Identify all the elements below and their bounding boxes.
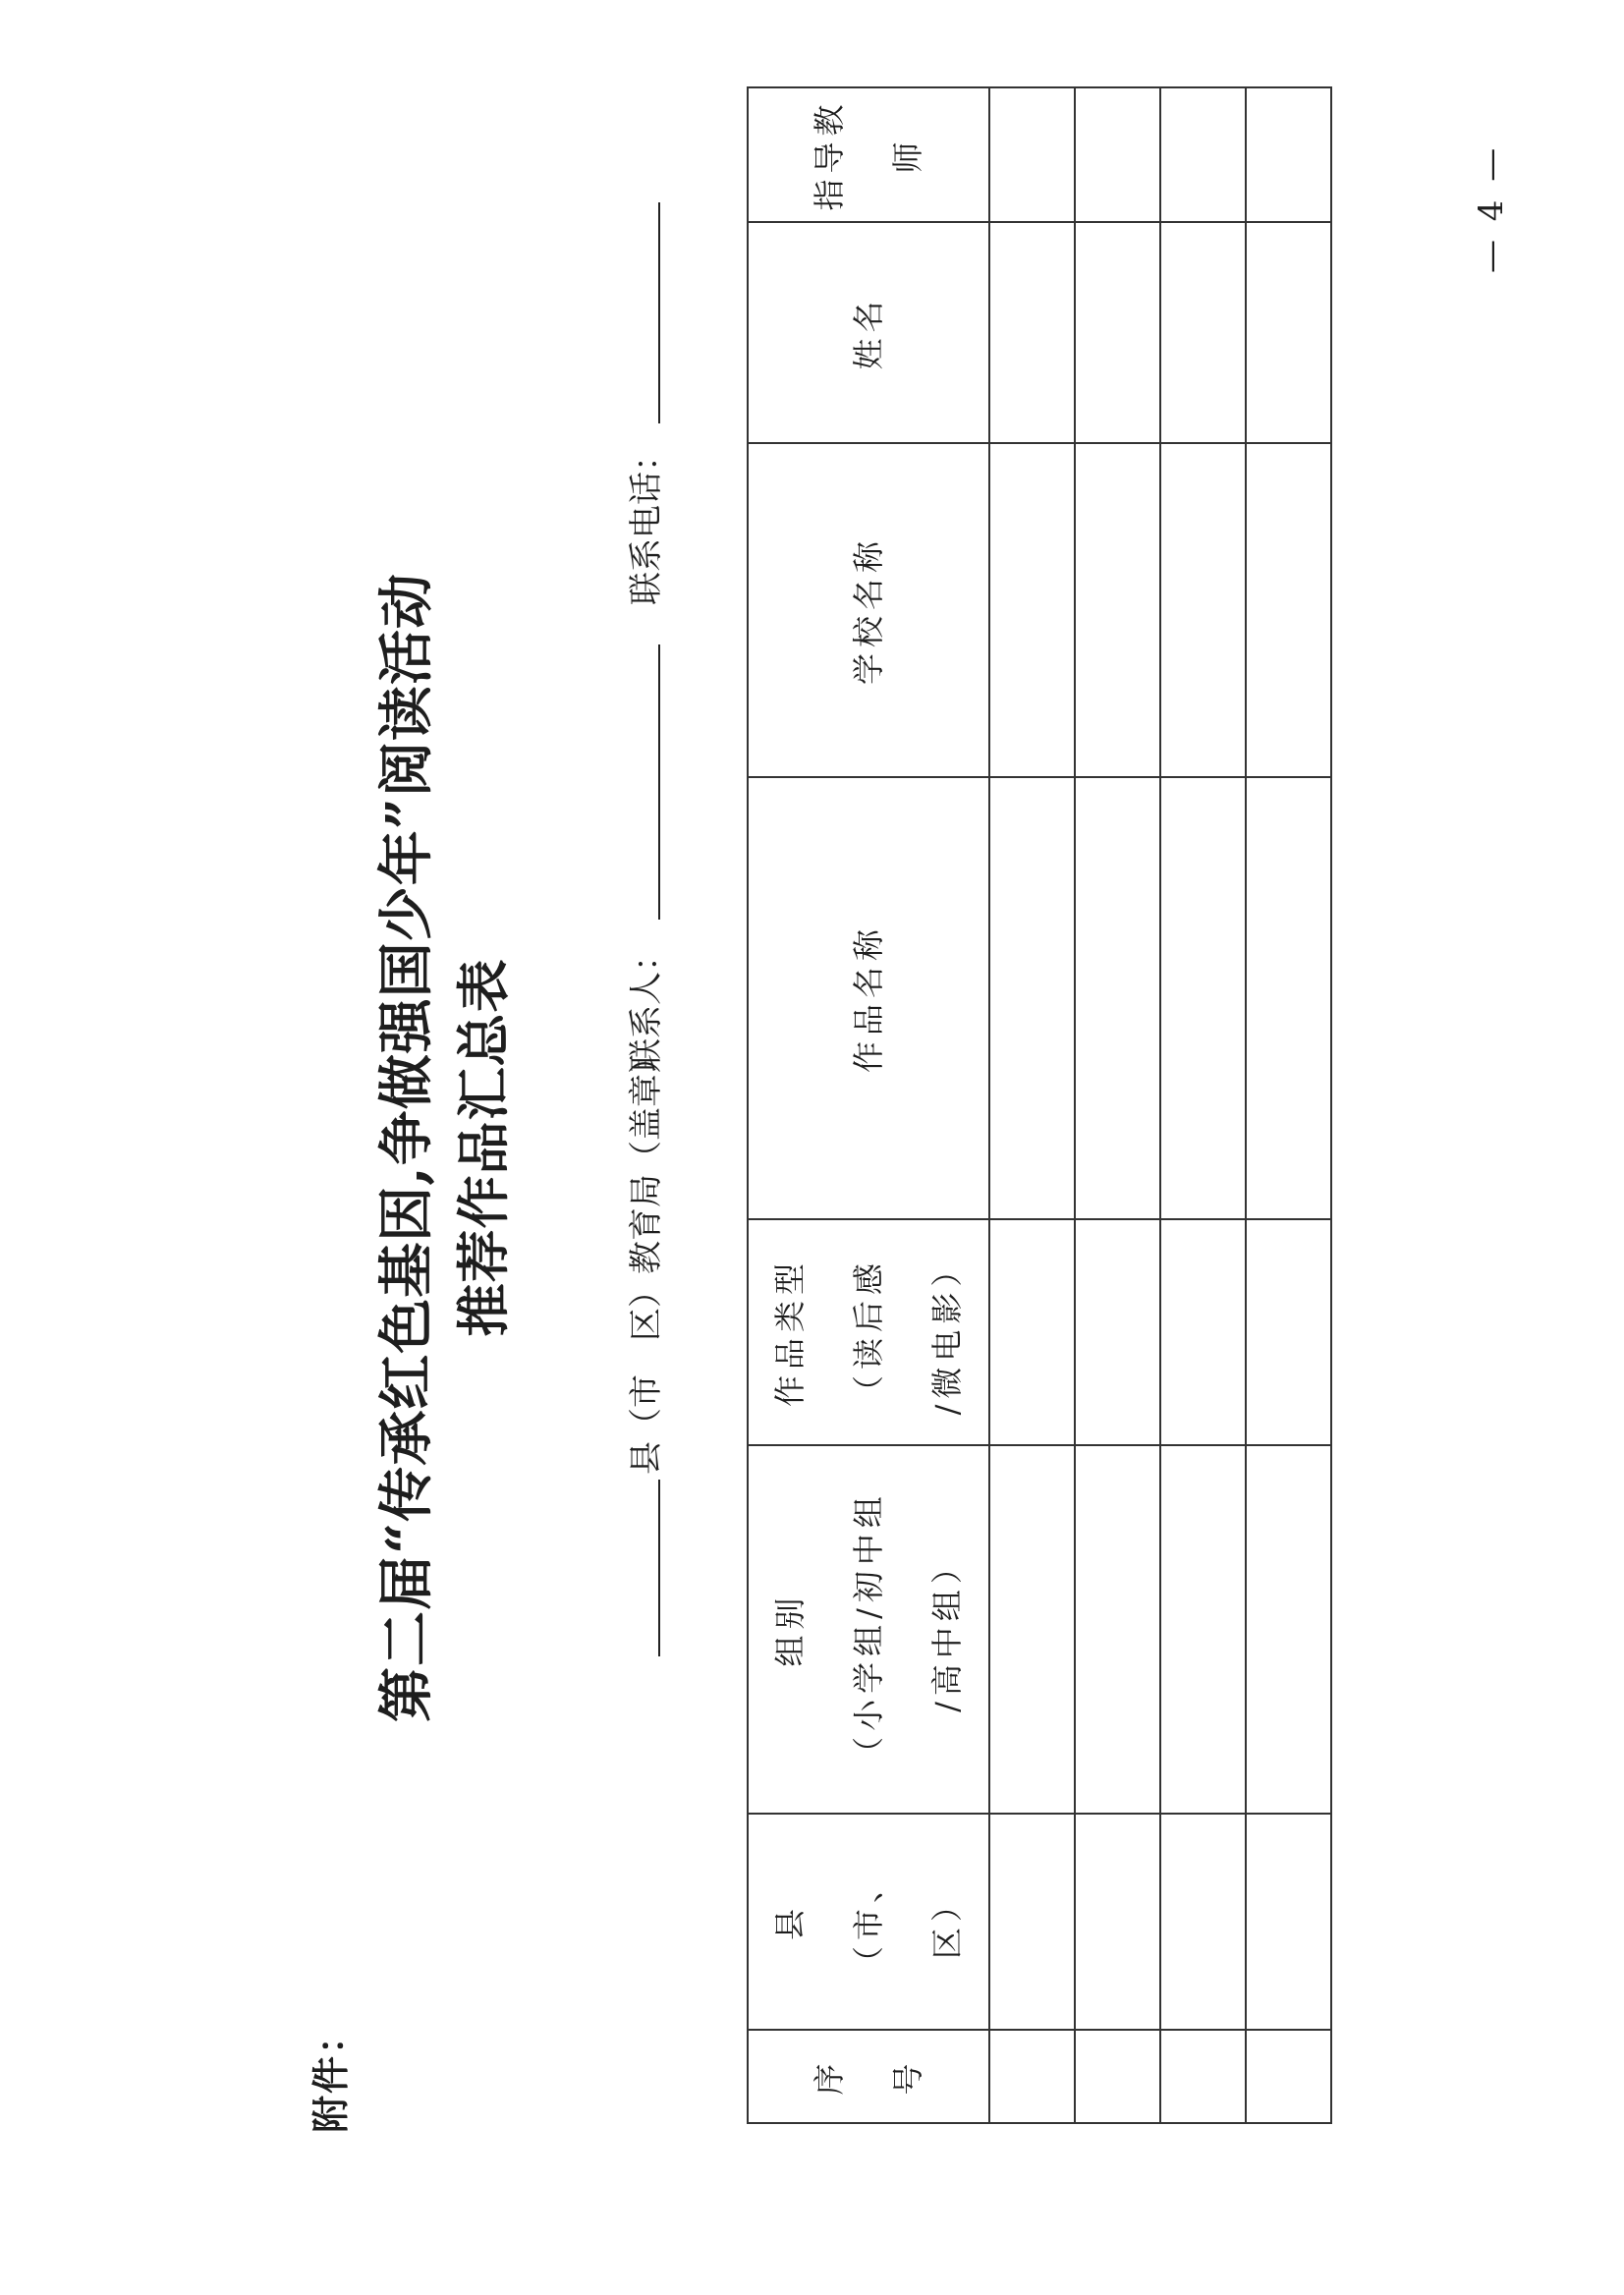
table-cell[interactable] — [989, 1814, 1075, 2030]
column-header-line: 县 — [771, 1903, 809, 1941]
table-cell[interactable] — [1075, 1219, 1160, 1445]
table-row — [989, 87, 1075, 2123]
contact-row — [619, 0, 666, 2295]
table-cell[interactable] — [1246, 777, 1331, 1219]
column-header-line: /高中组） — [928, 1546, 966, 1712]
table-cell[interactable] — [1160, 222, 1246, 443]
column-header-line: （读后感 — [850, 1258, 887, 1408]
table-row — [1075, 87, 1160, 2123]
table-cell[interactable] — [989, 1219, 1075, 1445]
column-header-line: 作品名称 — [850, 924, 887, 1074]
column-header-line: 姓名 — [850, 295, 887, 370]
document-title-line1: 第二届“传承红色基因,争做强国少年”阅读活动 — [374, 573, 439, 1722]
table-cell[interactable] — [989, 222, 1075, 443]
table-cell[interactable] — [1160, 1219, 1246, 1445]
table-row — [1246, 87, 1331, 2123]
county-label: 县（市 区）教育局（盖章） — [627, 1040, 666, 1475]
column-header — [748, 777, 989, 1219]
contact-person-label: 联系人： — [627, 938, 666, 1072]
table-body — [989, 87, 1331, 2123]
column-header-line: 区） — [928, 1884, 966, 1960]
county-blank — [658, 1480, 660, 1656]
table-cell[interactable] — [1246, 1445, 1331, 1814]
column-header-line: 作品类型 — [771, 1258, 809, 1408]
header-row — [748, 87, 989, 2123]
table-cell[interactable] — [1160, 443, 1246, 777]
phone-blank — [658, 202, 660, 423]
table-cell[interactable] — [989, 1445, 1075, 1814]
column-header — [748, 1219, 989, 1445]
table-cell[interactable] — [1246, 1814, 1331, 2030]
column-header-line: 指导教师 — [811, 98, 926, 211]
table-cell[interactable] — [1075, 777, 1160, 1219]
table-cell[interactable] — [1160, 777, 1246, 1219]
column-header-line: （小学组/初中组 — [850, 1490, 887, 1768]
table-cell[interactable] — [1075, 222, 1160, 443]
column-header-line: 号 — [889, 2057, 926, 2096]
table-cell[interactable] — [1246, 222, 1331, 443]
column-header — [748, 443, 989, 777]
table-cell[interactable] — [989, 777, 1075, 1219]
column-header — [748, 87, 989, 222]
column-header-line: /微电影） — [928, 1249, 966, 1416]
table-cell[interactable] — [1160, 1445, 1246, 1814]
table-cell[interactable] — [989, 443, 1075, 777]
table-cell[interactable] — [1160, 2030, 1246, 2123]
column-header-line: （市、 — [850, 1866, 887, 1979]
table-cell[interactable] — [1246, 1219, 1331, 1445]
table-cell[interactable] — [1246, 443, 1331, 777]
table-cell[interactable] — [1075, 1445, 1160, 1814]
table-cell[interactable] — [989, 2030, 1075, 2123]
column-header-line: 组别 — [771, 1592, 809, 1667]
table-cell[interactable] — [1075, 2030, 1160, 2123]
table-row — [1160, 87, 1246, 2123]
contact-person-blank — [658, 644, 660, 920]
table-cell[interactable] — [1246, 2030, 1331, 2123]
summary-table — [747, 86, 1332, 2124]
table-cell[interactable] — [1160, 87, 1246, 222]
phone-label: 联系电话： — [627, 438, 666, 605]
table-cell[interactable] — [1160, 1814, 1246, 2030]
column-header — [748, 2030, 989, 2123]
column-header — [748, 1445, 989, 1814]
column-header-line: 序 — [811, 2057, 848, 2096]
attachment-label: 附件： — [309, 2014, 353, 2133]
table-cell[interactable] — [989, 87, 1075, 222]
page-number: — 4 — — [1472, 143, 1511, 273]
column-header-line: 学校名称 — [850, 535, 887, 686]
column-header — [748, 222, 989, 443]
table-cell[interactable] — [1246, 87, 1331, 222]
table-cell[interactable] — [1075, 1814, 1160, 2030]
table-cell[interactable] — [1075, 443, 1160, 777]
document-title-line2: 推荐作品汇总表 — [452, 958, 515, 1337]
column-header — [748, 1814, 989, 2030]
table-cell[interactable] — [1075, 87, 1160, 222]
